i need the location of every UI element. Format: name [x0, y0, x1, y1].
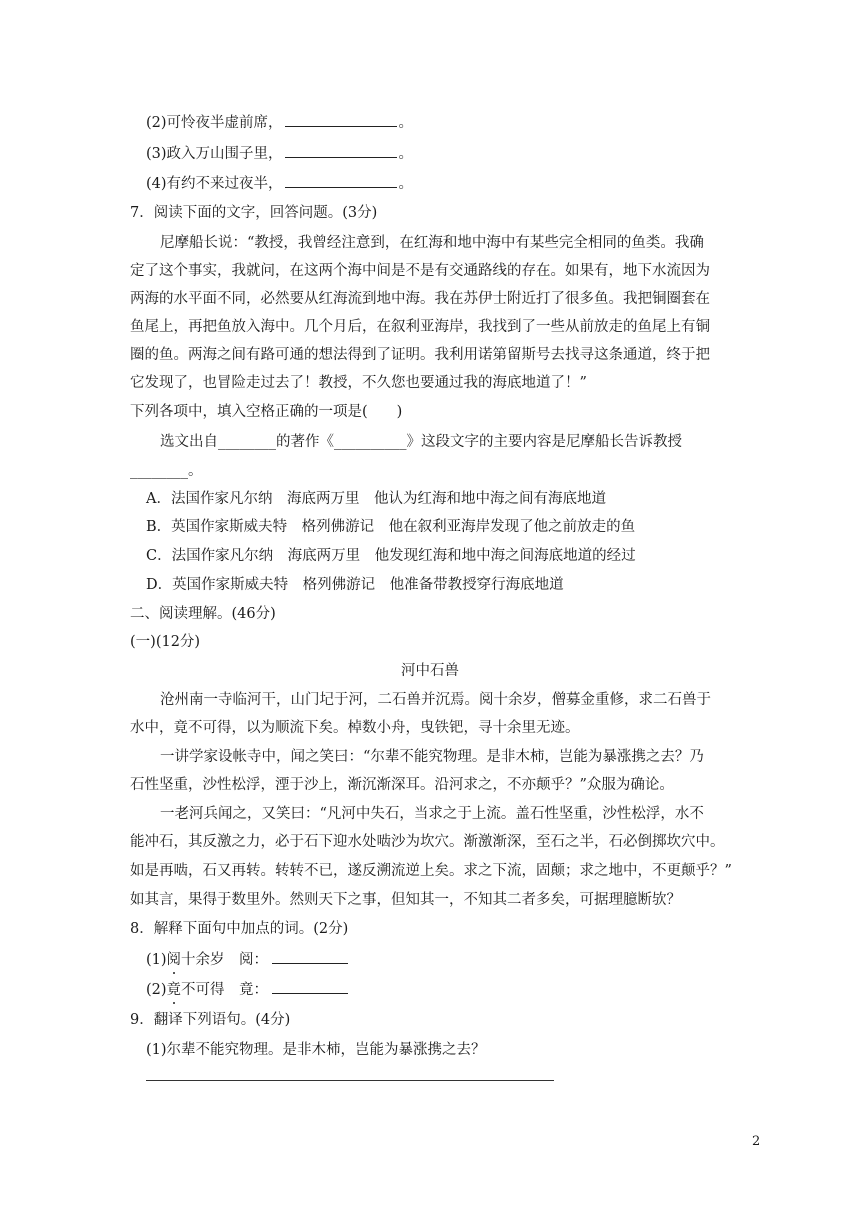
passage-line: 两海的水平面不同，必然要从红海流到地中海。我在苏伊士附近打了很多鱼。我把铜圈套在 [130, 291, 710, 307]
article-line: 一讲学家设帐寺中，闻之笑曰：“尔辈不能究物理。是非木柿，岂能为暴涨携之去？乃 [160, 749, 704, 765]
answer-blank[interactable] [285, 112, 397, 127]
article-line: 水中，竟不可得，以为顺流下矣。棹数小舟，曳铁钯，寻十余里无迹。 [130, 720, 580, 736]
passage-line: 尼摩船长说：“教授，我曾经注意到，在红海和地中海中有某些完全相同的鱼类。我确 [160, 235, 704, 251]
part-1-label: (一)(12分) [130, 634, 201, 650]
answer-line[interactable] [146, 1080, 554, 1081]
question-9-title: 9．翻译下列语句。(4分) [130, 1012, 291, 1028]
fill-item-4: (4)有约不来过夜半， 。 [146, 173, 413, 194]
dotted-word: 阅 [166, 952, 182, 968]
question-8-title: 8．解释下面句中加点的词。(2分) [130, 921, 349, 937]
fill-item-3: (3)政入万山围子里， 。 [146, 143, 413, 164]
question-9-item-1: (1)尔辈不能究物理。是非木柿，岂能为暴涨携之去？ [146, 1042, 486, 1058]
article-line: 石性坚重，沙性松浮，湮于沙上，渐沉渐深耳。沿河求之，不亦颠乎？”众服为确论。 [130, 777, 674, 793]
article-title: 河中石兽 [401, 663, 459, 679]
article-line: 能冲石，其反激之力，必于石下迎水处啮沙为坎穴。渐激渐深，至石之半，石必倒掷坎穴中。 [130, 834, 725, 850]
passage-line: 鱼尾上，再把鱼放入海中。几个月后，在叙利亚海岸，我找到了一些从前放走的鱼尾上有铜 [130, 319, 710, 335]
option-c[interactable]: C．法国作家凡尔纳 海底两万里 他发现红海和地中海之间海底地道的经过 [146, 548, 636, 564]
question-7-stem: 选文出自________的著作《__________》这段文字的主要内容是尼摩船长告诉教授 [160, 434, 682, 450]
article-line: 一老河兵闻之，又笑曰：“凡河中失石，当求之于上流。盖石性坚重，沙性松浮，水不 [160, 806, 704, 822]
article-line: 如其言，果得于数里外。然则天下之事，但知其一，不知其二者多矣，可据理臆断欤？ [130, 892, 681, 908]
passage-line: 定了这个事实，我就问，在这两个海中间是不是有交通路线的存在。如果有，地下水流因为 [130, 263, 710, 279]
question-7-prompt: 下列各项中，填入空格正确的一项是( ) [130, 404, 403, 420]
answer-blank[interactable] [272, 979, 348, 994]
article-line: 沧州南一寺临河干，山门圮于河，二石兽并沉焉。阅十余岁，僧募金重修，求二石兽于 [160, 692, 711, 708]
question-8-item-1: (1)阅十余岁 阅： [146, 949, 348, 970]
option-a[interactable]: A．法国作家凡尔纳 海底两万里 他认为红海和地中海之间有海底地道 [146, 491, 606, 507]
section-2-title: 二、阅读理解。(46分) [130, 606, 276, 622]
answer-blank[interactable] [285, 143, 397, 158]
answer-blank[interactable] [285, 173, 397, 188]
option-b[interactable]: B．英国作家斯威夫特 格列佛游记 他在叙利亚海岸发现了他之前放走的鱼 [146, 519, 636, 535]
passage-line: 它发现了，也冒险走过去了！教授，不久您也要通过我的海底地道了！” [130, 375, 587, 391]
question-7-stem: ________。 [130, 463, 203, 479]
dotted-word: 竟 [166, 982, 182, 998]
question-7-title: 7．阅读下面的文字，回答问题。(3分) [130, 205, 378, 221]
article-line: 如是再啮，石又再转。转转不已，遂反溯流逆上矣。求之下流，固颠；求之地中，不更颠乎？” [130, 863, 732, 879]
answer-blank[interactable] [272, 949, 348, 964]
question-8-item-2: (2)竟不可得 竟： [146, 979, 348, 1000]
passage-line: 圈的鱼。两海之间有路可通的想法得到了证明。我利用诺第留斯号去找寻这条通道，终于把 [130, 347, 710, 363]
option-d[interactable]: D．英国作家斯威夫特 格列佛游记 他准备带教授穿行海底地道 [146, 577, 564, 593]
page-number: 2 [752, 1134, 761, 1149]
fill-item-2: (2)可怜夜半虚前席， 。 [146, 112, 413, 133]
